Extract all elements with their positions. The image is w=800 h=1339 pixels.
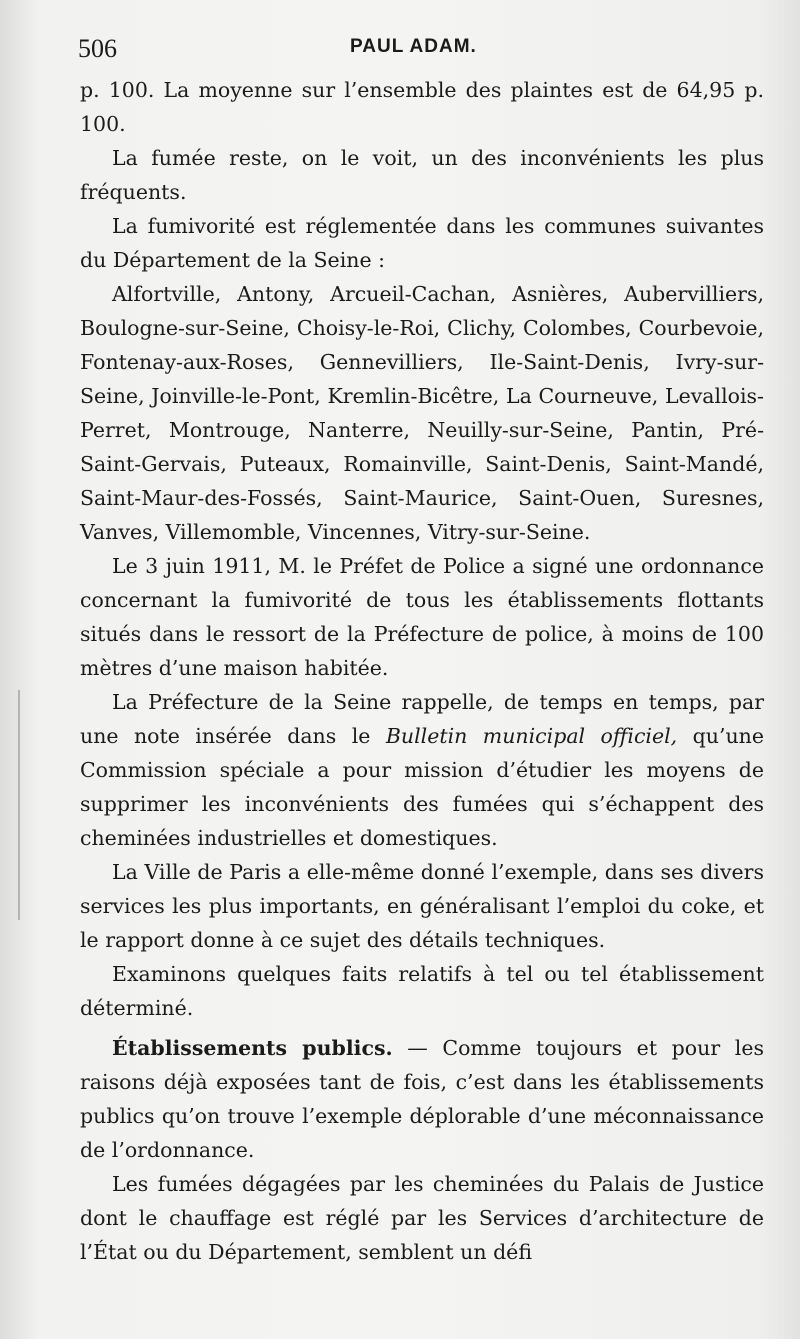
paragraph: Examinons quelques faits relatifs à tel ou tel établissement déterminé. bbox=[80, 962, 764, 1020]
paragraph: La fumée reste, on le voit, un des inconvénients les plus fréquents. bbox=[80, 146, 764, 204]
paragraph-text: — Comme toujours et pour les raisons déjà exposées tant de fois, c’est dans les établissements publics qu’on trouve l’exemple déplorable d’une méconnaissance de l’ordonnance. bbox=[80, 1036, 764, 1162]
paragraph bbox=[80, 1031, 764, 1167]
section-title: Établissements publics. bbox=[112, 1036, 393, 1060]
paragraph: Le 3 juin 1911, M. le Préfet de Police a signé une ordonnance concernant la fumivorité de tous les établissements flottants situés dans le ressort de la Préfecture de police, à moins de 100 mètres d’une maison habitée. bbox=[80, 554, 764, 680]
paragraph: La fumivorité est réglementée dans les communes suivantes du Département de la Seine : bbox=[80, 214, 764, 272]
running-head: PAUL ADAM. bbox=[350, 36, 477, 57]
paragraph: p. 100. La moyenne sur l’ensemble des plaintes est de 64,95 p. 100. bbox=[80, 78, 764, 136]
page-margin-mark bbox=[18, 690, 20, 920]
paragraph-text: La Préfecture de la Seine rappelle, de temps en temps, par une note insérée dans le bbox=[80, 690, 764, 748]
bulletin-title: Bulletin municipal officiel, bbox=[385, 724, 678, 748]
paragraph: Les fumées dégagées par les cheminées du Palais de Justice dont le chauffage est réglé par les Services d’architecture de l’État ou du Département, semblent un défi bbox=[80, 1172, 764, 1264]
paragraph: La Ville de Paris a elle-même donné l’exemple, dans ses divers services les plus importants, en généralisant l’emploi du coke, et le rapport donne à ce sujet des détails techniques. bbox=[80, 860, 764, 952]
paragraph bbox=[80, 685, 764, 855]
commune-list: Alfortville, Antony, Arcueil-Cachan, Asnières, Aubervilliers, Boulogne-sur-Seine, Choisy-le-Roi, Clichy, Colombes, Courbevoie, Fontenay-aux-Roses, Gennevilliers, Ile-Saint-Denis, Ivry-sur-Seine, Joinville-le-Pont, Kremlin-Bicêtre, La Courneuve, Levallois-Perret, Montrouge, Nanterre, Neuilly-sur-Seine, Pantin, Pré-Saint-Gervais, Puteaux, Romainville, Saint-Denis, Saint-Mandé, Saint-Maur-des-Fossés, Saint-Maurice, Saint-Ouen, Suresnes, Vanves, Villemomble, Vincennes, Vitry-sur-Seine. bbox=[80, 282, 764, 544]
paragraph-text: qu’une Commission spéciale a pour mission d’étudier les moyens de supprimer les inconvénients des fumées qui s’échappent des cheminées industrielles et domestiques. bbox=[80, 724, 765, 850]
page-number: 506 bbox=[78, 34, 117, 63]
page-header bbox=[78, 30, 758, 64]
body-text bbox=[80, 73, 764, 1269]
